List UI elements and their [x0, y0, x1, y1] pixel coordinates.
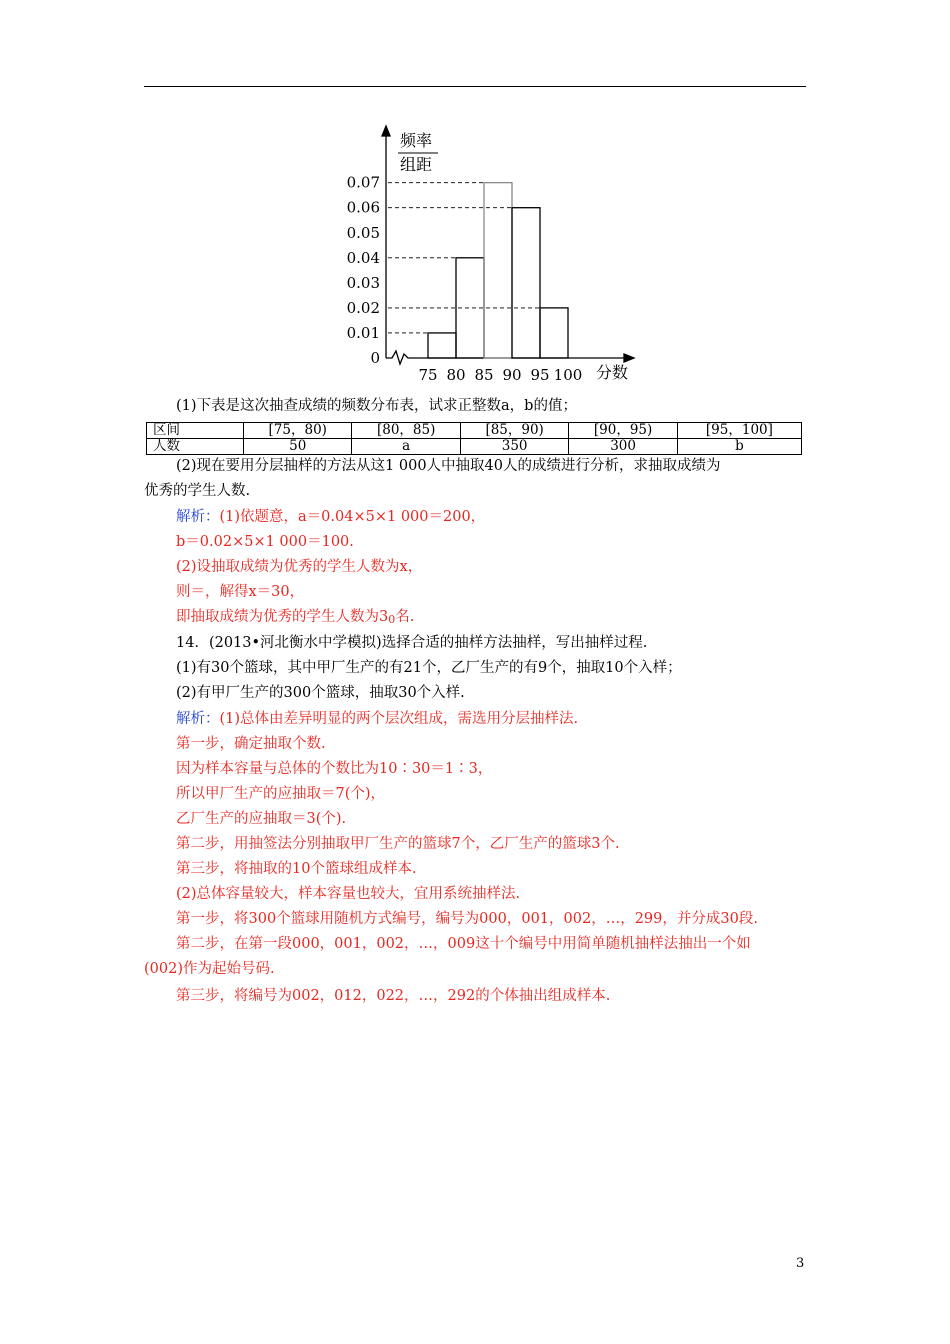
y-tick-label: 0.07 — [346, 173, 380, 192]
question-2-line-2: 优秀的学生人数. — [144, 483, 251, 499]
page-number: 3 — [796, 1256, 805, 1271]
solution-14-line-6: 第二步，用抽签法分别抽取甲厂生产的篮球7个，乙厂生产的篮球3个. — [176, 836, 620, 852]
solution-14-line-10a: 第二步，在第一段000，001，002，…，009这十个编号中用简单随机抽样法抽出一个如 — [176, 936, 751, 952]
table-cell: 50 — [244, 439, 352, 455]
table-cell: [90，95) — [569, 423, 677, 439]
y-axis-arrow — [382, 126, 390, 136]
table-cell: a — [352, 439, 460, 455]
x-axis-arrow — [624, 354, 634, 362]
xlabel: 分数 — [596, 363, 629, 382]
table-cell: 300 — [569, 439, 677, 455]
table-cell: 区间 — [147, 423, 244, 439]
solution-14-line-5: 乙厂生产的应抽取＝3(个). — [176, 811, 347, 827]
solution-14-line-11: 第三步，将编号为002，012，022，…，292的个体抽出组成样本. — [176, 988, 611, 1004]
table-row-interval — [147, 423, 802, 439]
table-row-count — [147, 439, 802, 455]
solution-text: (1)依题意，a＝0.04×5×1 000＝200， — [219, 509, 486, 525]
question-2-line-1: (2)现在要用分层抽样的方法从这1 000人中抽取40人的成绩进行分析，求抽取成绩为 — [176, 458, 721, 474]
solution-text: 即抽取成绩为优秀的学生人数为3 — [176, 609, 389, 625]
problem-14-part-2: (2)有甲厂生产的300个篮球，抽取30个入样. — [176, 685, 465, 701]
header-rule — [144, 86, 806, 87]
y-tick-label: 0 — [370, 349, 380, 367]
solution-14-line-3: 因为样本容量与总体的个数比为10∶30＝1∶3， — [176, 761, 493, 777]
axis-break — [386, 351, 410, 364]
solution-14-line-2: 第一步，确定抽取个数. — [176, 736, 326, 752]
histogram-bar — [484, 183, 512, 358]
solution-text: 名. — [395, 609, 415, 625]
solution-14-line-7: 第三步，将抽取的10个篮球组成样本. — [176, 861, 417, 877]
solution-text-small: 0 — [388, 613, 396, 626]
table-cell: [85，90) — [460, 423, 568, 439]
solution-14-line-8: (2)总体容量较大，样本容量也较大，宜用系统抽样法. — [176, 886, 521, 902]
table-cell: [75，80) — [244, 423, 352, 439]
x-tick-label: 90 — [502, 366, 522, 384]
solution-line-2: b＝0.02×5×1 000＝100. — [176, 534, 354, 550]
histogram-bar — [540, 308, 568, 358]
solution-line-1 — [176, 506, 485, 528]
table-cell: 人数 — [147, 439, 244, 455]
solution-14-line-9: 第一步，将300个篮球用随机方式编号，编号为000，001，002，…，299，并分成30段. — [176, 911, 758, 927]
histogram-chart — [330, 122, 650, 392]
y-tick-label: 0.01 — [346, 323, 380, 342]
histogram-bar — [428, 333, 456, 358]
solution-line-3: (2)设抽取成绩为优秀的学生人数为x， — [176, 559, 423, 575]
x-tick-label: 75 — [418, 366, 438, 384]
y-tick-label: 0.03 — [346, 273, 380, 292]
x-tick-label: 100 — [553, 366, 583, 384]
y-tick-label: 0.06 — [346, 198, 380, 217]
solution-14-line-10b: (002)作为起始号码. — [144, 961, 275, 977]
ylabel-bottom: 组距 — [400, 155, 433, 174]
problem-14-part-1: (1)有30个篮球，其中甲厂生产的有21个，乙厂生产的有9个，抽取10个入样； — [176, 660, 682, 676]
solution-label: 解析： — [176, 509, 220, 525]
solution-14-line-4: 所以甲厂生产的应抽取＝7(个)， — [176, 786, 386, 802]
ylabel-top: 频率 — [400, 131, 433, 150]
solution-line-5 — [176, 606, 414, 629]
question-1: (1)下表是这次抽查成绩的频数分布表，试求正整数a，b的值； — [176, 398, 577, 414]
y-tick-label: 0.04 — [346, 248, 380, 267]
x-tick-label: 85 — [474, 366, 494, 384]
table-cell: 350 — [460, 439, 568, 455]
problem-14-title: 14．(2013•河北衡水中学模拟)选择合适的抽样方法抽样，写出抽样过程. — [176, 635, 648, 651]
solution-14-line-1 — [176, 708, 578, 730]
table-cell: [80，85) — [352, 423, 460, 439]
y-tick-label: 0.05 — [346, 223, 380, 242]
frequency-table — [146, 422, 802, 455]
solution-label: 解析： — [176, 711, 220, 727]
histogram-bar — [512, 208, 540, 358]
solution-text: (1)总体由差异明显的两个层次组成，需选用分层抽样法. — [219, 711, 579, 727]
solution-line-4: 则＝，解得x＝30， — [176, 584, 305, 600]
y-tick-label: 0.02 — [346, 298, 380, 317]
table-cell: [95，100] — [677, 423, 801, 439]
x-tick-label: 95 — [530, 366, 550, 384]
table-cell: b — [677, 439, 801, 455]
x-tick-label: 80 — [446, 366, 466, 384]
